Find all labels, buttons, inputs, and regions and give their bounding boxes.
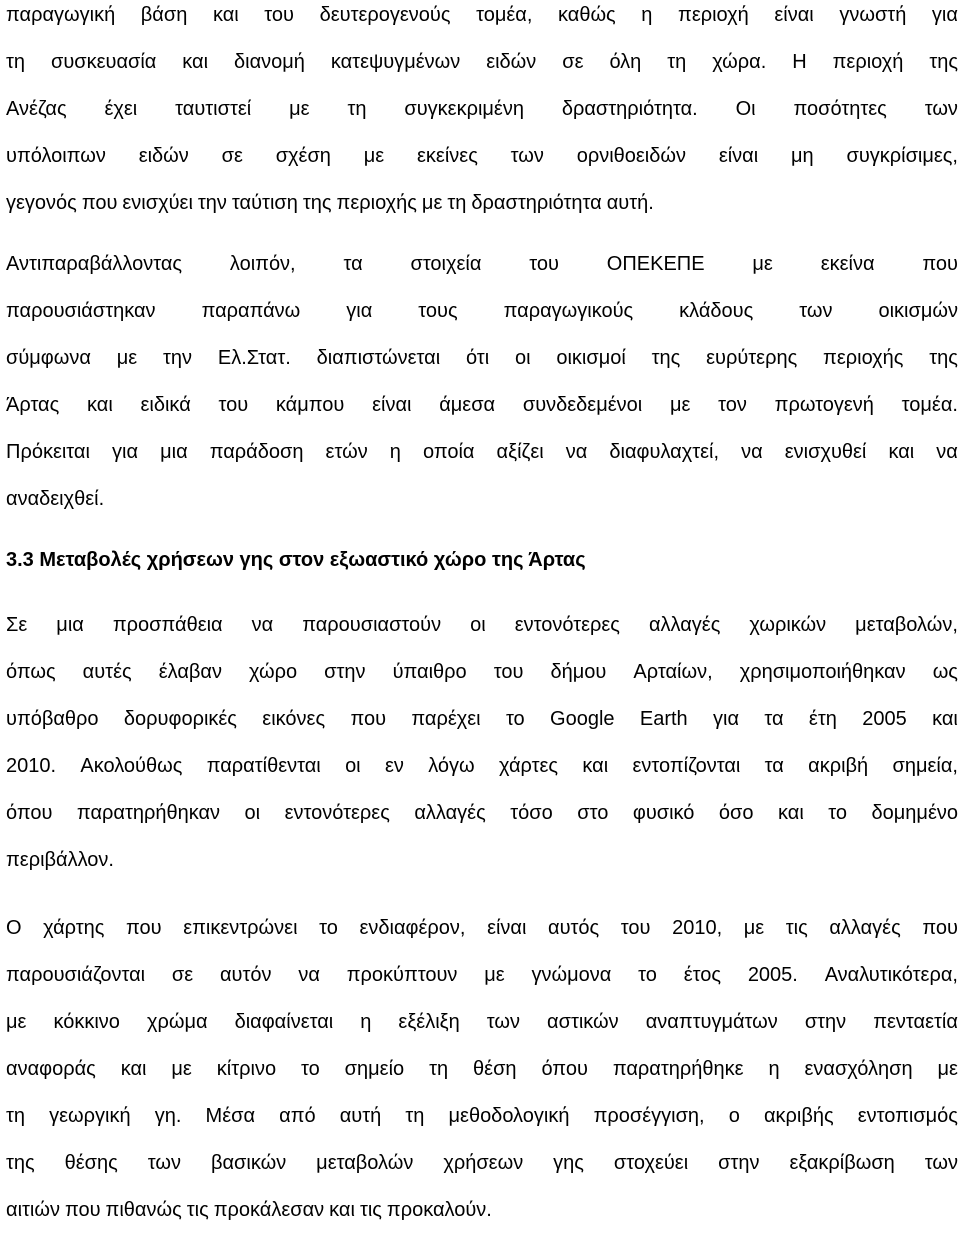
word: η xyxy=(768,1058,780,1080)
word: τη xyxy=(429,1058,449,1080)
word: με xyxy=(484,964,505,986)
word: διαφυλαχτεί, xyxy=(609,441,720,463)
word: παρουσιάζονται xyxy=(6,964,146,986)
word: ειδών xyxy=(486,51,537,73)
word: ακριβής xyxy=(763,1105,834,1127)
word: δραστηριότητα xyxy=(471,192,602,214)
word: εντοπισμός xyxy=(857,1105,958,1127)
word: τα xyxy=(764,708,784,730)
word: προσπάθεια xyxy=(112,614,223,636)
word: πρωτογενή xyxy=(774,394,874,416)
word: να xyxy=(936,441,958,463)
word: δορυφορικές xyxy=(123,708,237,730)
text-line xyxy=(6,696,958,743)
word: τη xyxy=(6,51,26,73)
word: Google xyxy=(550,708,615,730)
word: άμεσα xyxy=(439,394,496,416)
word: Earth xyxy=(639,708,688,730)
word: είναι xyxy=(718,145,759,167)
word: δήμου xyxy=(550,661,607,683)
text-line xyxy=(6,1140,958,1187)
word: των xyxy=(799,300,833,322)
word: με xyxy=(289,98,310,120)
word: οι xyxy=(345,755,361,777)
word: σημεία, xyxy=(892,755,958,777)
paragraph-map-2010 xyxy=(6,905,958,1234)
word: θέση xyxy=(473,1058,517,1080)
word: τη xyxy=(347,98,367,120)
word: συσκευασία xyxy=(50,51,157,73)
word: καθώς xyxy=(558,4,616,26)
text-line xyxy=(6,39,958,86)
word: για xyxy=(931,4,958,26)
word: 2005 xyxy=(862,708,907,730)
word: Άρτας xyxy=(6,394,60,416)
word: προκαλούν. xyxy=(386,1199,492,1221)
word: εξέλιξη xyxy=(398,1011,460,1033)
word: ευρύτερης xyxy=(706,347,798,369)
word: εντονότερες xyxy=(514,614,620,636)
word: κλάδους xyxy=(679,300,754,322)
word: των xyxy=(924,1152,958,1174)
word: και xyxy=(87,394,113,416)
word: είναι xyxy=(774,4,814,26)
text-line xyxy=(6,837,958,884)
word: δομημένο xyxy=(871,802,958,824)
word: θέσης xyxy=(64,1152,118,1174)
word: υπόλοιπων xyxy=(6,145,106,167)
word: παραγωγικούς xyxy=(503,300,634,322)
word: για xyxy=(346,300,373,322)
word: με xyxy=(116,347,138,369)
word: το xyxy=(301,1058,320,1080)
word: τα xyxy=(343,253,363,275)
word: περιοχής xyxy=(336,192,417,214)
word: συνδεδεμένοι xyxy=(522,394,643,416)
word: εικόνες xyxy=(262,708,326,730)
paragraph-production-base xyxy=(6,0,958,227)
word: όπου xyxy=(6,802,53,824)
word: των xyxy=(924,98,958,120)
word: πιθανώς xyxy=(105,1199,182,1221)
text-line xyxy=(6,999,958,1046)
word: τους xyxy=(418,300,458,322)
word: χρησιμοποιήθηκαν xyxy=(739,661,906,683)
word: μεταβολών xyxy=(316,1152,414,1174)
word: περιβάλλον. xyxy=(6,849,114,871)
word: 2010. xyxy=(6,755,57,777)
word: λόγω xyxy=(428,755,475,777)
word: της xyxy=(929,51,958,73)
text-line xyxy=(6,241,958,288)
document-page xyxy=(6,0,958,1234)
word: όλη xyxy=(609,51,642,73)
word: αυτή xyxy=(339,1105,382,1127)
word: ετών xyxy=(325,441,368,463)
word: εξακρίβωση xyxy=(789,1152,895,1174)
word: Σε xyxy=(6,614,28,636)
word: γνωστή xyxy=(839,4,907,26)
word: λοιπόν, xyxy=(229,253,296,275)
word: πενταετία xyxy=(873,1011,958,1033)
word: να xyxy=(251,614,274,636)
word: να xyxy=(298,964,320,986)
word: σχέση xyxy=(275,145,331,167)
word: έτη xyxy=(808,708,837,730)
word: αλλαγές xyxy=(829,917,901,939)
word: με xyxy=(6,1011,27,1033)
word: τις xyxy=(359,1199,382,1221)
word: ενδιαφέρον, xyxy=(359,917,466,939)
word: χώρα. xyxy=(712,51,767,73)
word: τη xyxy=(447,192,467,214)
word: με xyxy=(743,917,765,939)
text-line xyxy=(6,382,958,429)
word: διανομή xyxy=(234,51,305,73)
word: αναφοράς xyxy=(6,1058,96,1080)
word: περιοχή xyxy=(832,51,904,73)
word: ακριβή xyxy=(808,755,869,777)
word: στην xyxy=(718,1152,760,1174)
word: ειδικά xyxy=(140,394,191,416)
word: δραστηριότητα. xyxy=(561,98,698,120)
word: σύμφωνα xyxy=(6,347,91,369)
word: τη xyxy=(6,1105,26,1127)
word: κίτρινο xyxy=(216,1058,277,1080)
word: κάμπου xyxy=(275,394,345,416)
word: διαφαίνεται xyxy=(234,1011,334,1033)
word: ο xyxy=(728,1105,740,1127)
word: σε xyxy=(171,964,194,986)
word: του xyxy=(529,253,559,275)
word: στοχεύει xyxy=(613,1152,689,1174)
word: τον xyxy=(718,394,747,416)
word: με xyxy=(171,1058,192,1080)
word: ορνιθοειδών xyxy=(576,145,686,167)
word: τόσο xyxy=(510,802,553,824)
word: η xyxy=(360,1011,372,1033)
word: παρατηρήθηκαν xyxy=(76,802,221,824)
word: Οι xyxy=(735,98,756,120)
text-line xyxy=(6,476,958,523)
word: Ελ.Στατ. xyxy=(217,347,291,369)
word: το xyxy=(319,917,338,939)
word: που xyxy=(126,917,162,939)
word: της xyxy=(651,347,681,369)
word: το xyxy=(828,802,848,824)
word: η xyxy=(389,441,401,463)
word: έχει xyxy=(104,98,138,120)
word: 2010, xyxy=(672,917,723,939)
word: που xyxy=(64,1199,101,1221)
section-heading: 3.3 Μεταβολές χρήσεων γης στον εξωαστικό χώρο της Άρτας xyxy=(6,549,586,571)
word: ταυτιστεί xyxy=(175,98,252,120)
word: οικισμοί xyxy=(556,347,626,369)
word: αναπτυγμάτων xyxy=(645,1011,778,1033)
text-line xyxy=(6,649,958,696)
word: Ακολούθως xyxy=(80,755,183,777)
word: παράδοση xyxy=(209,441,304,463)
text-line xyxy=(6,180,958,227)
word: τη xyxy=(667,51,687,73)
word: οι xyxy=(470,614,486,636)
word: του xyxy=(493,661,524,683)
word: των xyxy=(147,1152,181,1174)
word: κόκκινο xyxy=(53,1011,120,1033)
word: προκύπτουν xyxy=(346,964,458,986)
word: και xyxy=(888,441,915,463)
text-line xyxy=(6,335,958,382)
word: προκάλεσαν xyxy=(213,1199,325,1221)
word: Αναλυτικότερα, xyxy=(824,964,958,986)
word: την xyxy=(197,192,227,214)
word: οποία xyxy=(422,441,475,463)
word: διαπιστώνεται xyxy=(316,347,441,369)
word: και xyxy=(120,1058,147,1080)
word: τομέα. xyxy=(901,394,958,416)
text-line xyxy=(6,905,958,952)
word: υπόβαθρο xyxy=(6,708,99,730)
word: οικισμών xyxy=(878,300,958,322)
word: αυτός xyxy=(548,917,600,939)
text-line xyxy=(6,0,958,39)
text-line xyxy=(6,790,958,837)
word: να xyxy=(741,441,763,463)
word: να xyxy=(565,441,588,463)
word: Αρταίων, xyxy=(633,661,713,683)
word: της xyxy=(929,347,958,369)
word: παραγωγική xyxy=(6,4,116,26)
word: αλλαγές xyxy=(414,802,486,824)
word: ενισχυθεί xyxy=(784,441,867,463)
word: όσο xyxy=(718,802,754,824)
word: που xyxy=(922,253,958,275)
word: τη xyxy=(405,1105,425,1127)
word: για xyxy=(112,441,139,463)
word: κατεψυγμένων xyxy=(330,51,461,73)
word: στο xyxy=(577,802,609,824)
word: στην xyxy=(324,661,366,683)
word: δευτερογενούς xyxy=(319,4,451,26)
word: όπου xyxy=(541,1058,588,1080)
word: 2005. xyxy=(747,964,798,986)
word: παραπάνω xyxy=(201,300,301,322)
text-line xyxy=(6,86,958,133)
word: και xyxy=(329,1199,355,1221)
word: αυτόν xyxy=(219,964,272,986)
word: αστικών xyxy=(547,1011,619,1033)
word: της xyxy=(6,1152,35,1174)
word: Η xyxy=(792,51,807,73)
word: εντοπίζονται xyxy=(632,755,741,777)
word: φυσικό xyxy=(632,802,695,824)
word: αναδειχθεί. xyxy=(6,488,105,510)
word: του xyxy=(620,917,651,939)
word: με xyxy=(937,1058,958,1080)
word: για xyxy=(713,708,740,730)
word: χωρικών xyxy=(749,614,827,636)
word: επικεντρώνει xyxy=(183,917,298,939)
word: των xyxy=(510,145,544,167)
word: ΟΠΕΚΕΠΕ xyxy=(606,253,705,275)
word: του xyxy=(218,394,249,416)
word: Μέσα xyxy=(205,1105,256,1127)
word: περιοχής xyxy=(823,347,904,369)
word: της xyxy=(302,192,332,214)
word: με xyxy=(421,192,443,214)
word: εκείνα xyxy=(820,253,875,275)
word: αυτές xyxy=(82,661,132,683)
word: παρατίθενται xyxy=(206,755,321,777)
word: μη xyxy=(791,145,814,167)
word: των xyxy=(486,1011,520,1033)
section-heading-3-3 xyxy=(6,537,958,584)
text-line xyxy=(6,1093,958,1140)
word: έλαβαν xyxy=(158,661,222,683)
word: χάρτης xyxy=(43,917,105,939)
word: μια xyxy=(56,614,84,636)
word: ταύτιση xyxy=(231,192,298,214)
word: ύπαιθρο xyxy=(392,661,467,683)
word: οι xyxy=(244,802,261,824)
word: ποσότητες xyxy=(793,98,887,120)
word: Πρόκειται xyxy=(6,441,90,463)
word: που xyxy=(81,192,118,214)
word: γεγονός xyxy=(6,192,77,214)
word: στην xyxy=(804,1011,847,1033)
text-line xyxy=(6,133,958,180)
word: μια xyxy=(160,441,188,463)
word: παρέχει xyxy=(411,708,481,730)
word: χρήσεων xyxy=(443,1152,524,1174)
word: από xyxy=(279,1105,316,1127)
word: στοιχεία xyxy=(410,253,482,275)
word: είναι xyxy=(372,394,412,416)
word: με xyxy=(752,253,773,275)
word: με xyxy=(669,394,691,416)
word: εκείνες xyxy=(417,145,478,167)
word: Ανέζας xyxy=(6,98,67,120)
word: που xyxy=(922,917,958,939)
word: γνώμονα xyxy=(531,964,612,986)
word: ενασχόληση xyxy=(804,1058,913,1080)
word: και xyxy=(932,708,958,730)
word: μεθοδολογική xyxy=(448,1105,570,1127)
text-line xyxy=(6,1046,958,1093)
word: η xyxy=(641,4,653,26)
text-line xyxy=(6,1187,958,1234)
word: γη. xyxy=(154,1105,182,1127)
word: και xyxy=(212,4,239,26)
word: τομέα, xyxy=(476,4,533,26)
word: είναι xyxy=(487,917,527,939)
word: ενισχύει xyxy=(122,192,193,214)
word: χρώμα xyxy=(146,1011,208,1033)
word: μεταβολών, xyxy=(855,614,958,636)
word: το xyxy=(505,708,525,730)
word: εν xyxy=(384,755,404,777)
word: του xyxy=(264,4,294,26)
word: έτος xyxy=(683,964,721,986)
word: παρουσιάστηκαν xyxy=(6,300,156,322)
word: περιοχή xyxy=(678,4,749,26)
word: συγκρίσιμες, xyxy=(846,145,958,167)
word: αλλαγές xyxy=(648,614,721,636)
text-line xyxy=(6,952,958,999)
text-line xyxy=(6,743,958,790)
word: που xyxy=(350,708,387,730)
word: και xyxy=(778,802,804,824)
word: με xyxy=(363,145,385,167)
word: ειδών xyxy=(138,145,189,167)
word: αξίζει xyxy=(496,441,544,463)
word: και xyxy=(182,51,209,73)
word: Αντιπαραβάλλοντας xyxy=(6,253,183,275)
word: και xyxy=(582,755,609,777)
word: χώρο xyxy=(249,661,298,683)
word: σε xyxy=(221,145,243,167)
word: τις xyxy=(785,917,808,939)
word: ότι xyxy=(465,347,490,369)
word: βασικών xyxy=(210,1152,287,1174)
word: παρουσιαστούν xyxy=(302,614,442,636)
word: οι xyxy=(514,347,531,369)
word: Ο xyxy=(6,917,22,939)
word: γεωργική xyxy=(49,1105,131,1127)
word: σε xyxy=(562,51,584,73)
word: τις xyxy=(186,1199,209,1221)
word: χάρτες xyxy=(498,755,559,777)
word: το xyxy=(638,964,657,986)
word: αιτιών xyxy=(6,1199,60,1221)
word: την xyxy=(163,347,193,369)
text-line xyxy=(6,429,958,476)
word: σημείο xyxy=(344,1058,405,1080)
word: παρατηρήθηκε xyxy=(612,1058,744,1080)
word: βάση xyxy=(140,4,188,26)
word: γης xyxy=(553,1152,584,1174)
word: εντονότερες xyxy=(284,802,390,824)
word: συγκεκριμένη xyxy=(404,98,524,120)
word: τα xyxy=(764,755,784,777)
word: όπως xyxy=(6,661,56,683)
word: ως xyxy=(932,661,958,683)
word: αυτή. xyxy=(606,192,654,214)
text-line xyxy=(6,288,958,335)
word: προσέγγιση, xyxy=(593,1105,705,1127)
text-line xyxy=(6,602,958,649)
paragraph-comparison xyxy=(6,241,958,523)
paragraph-satellite-images xyxy=(6,602,958,884)
